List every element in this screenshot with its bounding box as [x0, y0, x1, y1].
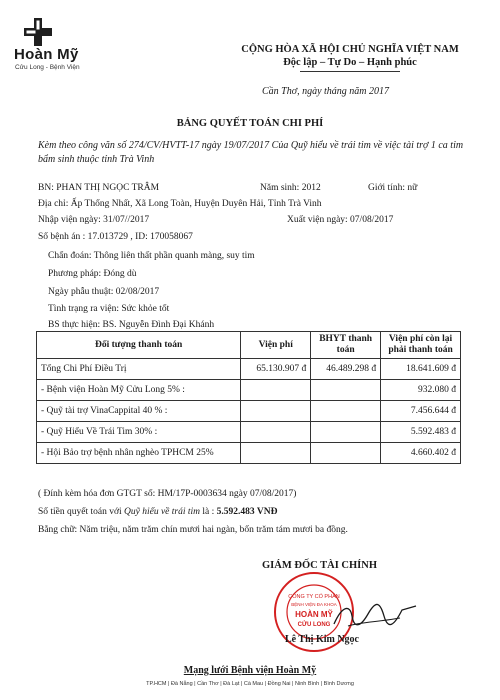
- performing-doctor: BS thực hiện: BS. Nguyễn Đình Đại Khánh: [48, 320, 215, 330]
- invoice-note: ( Đính kèm hóa đơn GTGT số: HM/17P-0003634 ngày 07/08/2017): [38, 489, 297, 499]
- table-cell: 18.641.609 đ: [381, 359, 461, 380]
- table-cell: [311, 443, 381, 464]
- handwritten-signature: [330, 596, 420, 636]
- stamp-name: HOÀN MỸ: [295, 610, 333, 619]
- patient-address: Địa chỉ: Ấp Thống Nhất, Xã Long Toàn, Huyện Duyên Hải, Tỉnh Trà Vinh: [38, 199, 322, 209]
- discharge-status: Tình trạng ra viện: Sức khỏe tốt: [48, 304, 170, 314]
- admission-date: Nhập viện ngày: 31/07//2017: [38, 215, 150, 225]
- signer-title: GIÁM ĐỐC TÀI CHÍNH: [262, 560, 378, 571]
- table-row: [37, 380, 461, 401]
- amount-separator: là :: [200, 507, 217, 517]
- table-cell: - Quỹ Hiểu Về Trái Tim 30% :: [37, 422, 241, 443]
- column-header: BHYT thanh toán: [311, 332, 381, 359]
- table-cell: [241, 443, 311, 464]
- patient-birth-year: Năm sinh: 2012: [260, 183, 321, 193]
- column-header: Đối tượng thanh toán: [37, 332, 241, 359]
- table-cell: [311, 401, 381, 422]
- table-cell: 5.592.483 đ: [381, 422, 461, 443]
- fund-name: Quỹ hiểu về trái tim: [124, 507, 201, 517]
- cost-settlement-table: [36, 331, 461, 464]
- table-cell: Tổng Chi Phí Điều Trị: [37, 359, 241, 380]
- logo-subtitle: Cửu Long - Bệnh Viện: [15, 64, 80, 71]
- signer-name: Lê Thị Kim Ngọc: [285, 634, 359, 645]
- logo-name: Hoàn Mỹ: [14, 46, 79, 63]
- hoan-my-cross-logo-icon: [24, 18, 52, 46]
- stamp-hospital: BỆNH VIỆN ĐA KHOA: [291, 602, 337, 607]
- column-header: Viện phí: [241, 332, 311, 359]
- reference-note: Kèm theo công văn số 274/CV/HVTT-17 ngày 19/07/2017 Của Quỹ hiểu về trái tim về việc tài trợ 1 ca tim bẩm sinh thuộc tỉnh Trà Vinh: [38, 140, 464, 165]
- discharge-date: Xuất viện ngày: 07/08/2017: [287, 215, 394, 225]
- table-cell: [241, 422, 311, 443]
- motto-underline: [300, 71, 400, 72]
- stamp-company: CÔNG TY CỔ PHẦN: [288, 594, 340, 600]
- network-cities: TP.HCM | Đà Nẵng | Cần Thơ | Đà Lạt | Cà Mau | Đồng Nai | Ninh Bình | Bình Dương: [146, 681, 354, 687]
- patient-gender: Giới tính: nữ: [368, 183, 418, 193]
- network-title: Mạng lưới Bệnh viện Hoàn Mỹ: [183, 665, 317, 676]
- settlement-amount: [38, 507, 277, 517]
- table-row: [37, 359, 461, 380]
- amount-value: 5.592.483 VNĐ: [216, 507, 278, 517]
- column-header: Viện phí còn lại phải thanh toán: [381, 332, 461, 359]
- national-motto: Độc lập – Tự Do – Hạnh phúc: [283, 57, 417, 68]
- table-cell: [311, 422, 381, 443]
- table-row: [37, 401, 461, 422]
- amount-in-words: Bằng chữ: Năm triệu, năm trăm chín mươi hai ngàn, bốn trăm tám mươi ba đồng.: [38, 525, 348, 535]
- table-cell: [241, 401, 311, 422]
- amount-prefix: Số tiền quyết toán với: [38, 507, 125, 517]
- table-row: [37, 422, 461, 443]
- table-cell: - Bệnh viện Hoàn Mỹ Cửu Long 5% :: [37, 380, 241, 401]
- table-cell: 7.456.644 đ: [381, 401, 461, 422]
- table-header-row: [37, 332, 461, 359]
- diagnosis: Chẩn đoán: Thông liên thất phần quanh màng, suy tim: [48, 251, 255, 261]
- table-cell: [311, 380, 381, 401]
- table-cell: - Quỹ tài trợ VinaCappital 40 % :: [37, 401, 241, 422]
- place-date: Cần Thơ, ngày tháng năm 2017: [262, 86, 390, 97]
- treatment-method: Phương pháp: Đóng dù: [48, 269, 137, 279]
- national-title: CỘNG HÒA XÃ HỘI CHỦ NGHĨA VIỆT NAM: [241, 44, 459, 55]
- table-cell: 65.130.907 đ: [241, 359, 311, 380]
- table-row: [37, 443, 461, 464]
- table-cell: 4.660.402 đ: [381, 443, 461, 464]
- medical-record-number: Số bệnh án : 17.013729 , ID: 170058067: [38, 232, 193, 242]
- table-cell: 46.489.298 đ: [311, 359, 381, 380]
- stamp-sub: CỬU LONG: [297, 622, 331, 628]
- patient-name: BN: PHAN THỊ NGỌC TRÂM: [38, 183, 160, 193]
- table-cell: - Hội Bảo trợ bệnh nhân nghèo TPHCM 25%: [37, 443, 241, 464]
- table-cell: [241, 380, 311, 401]
- table-cell: 932.080 đ: [381, 380, 461, 401]
- document-title: BẢNG QUYẾT TOÁN CHI PHÍ: [176, 118, 324, 129]
- surgery-date: Ngày phẫu thuật: 02/08/2017: [48, 287, 160, 297]
